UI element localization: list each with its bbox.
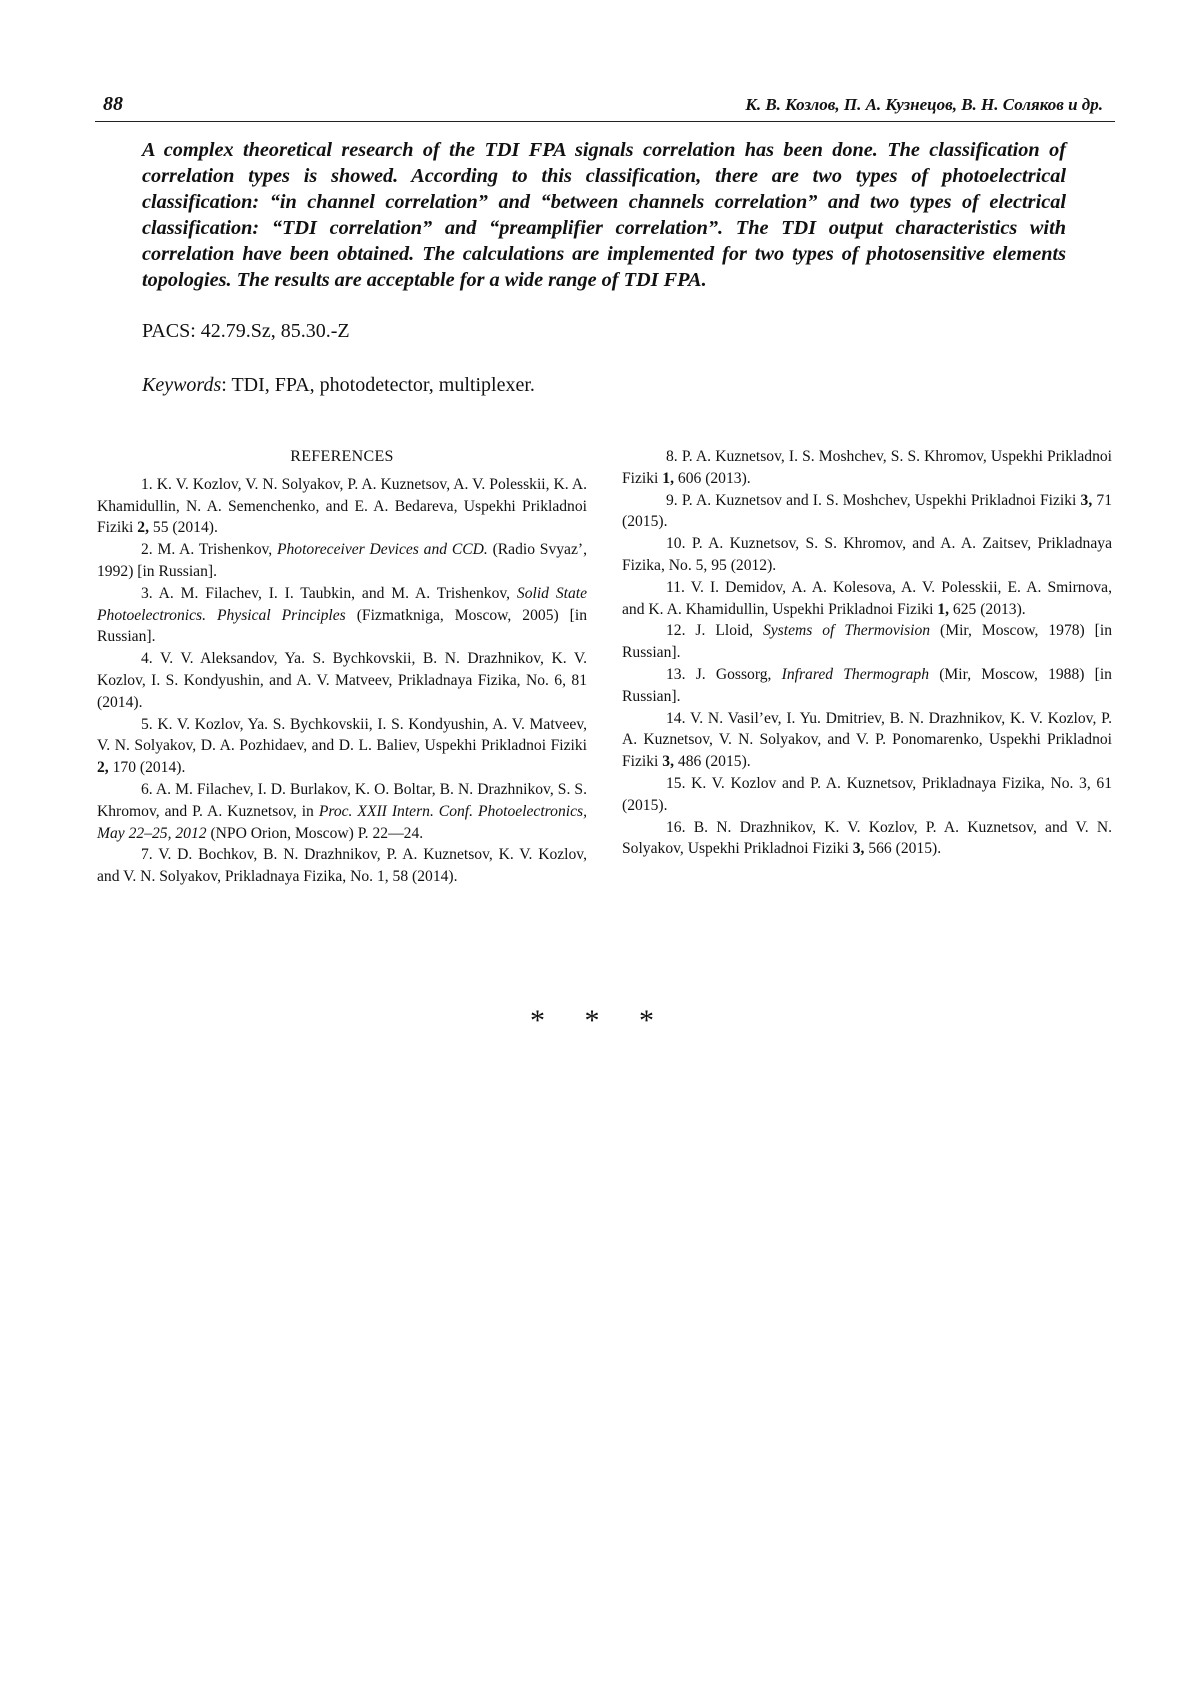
reference-bold: 3, [1080,491,1093,509]
reference-post: (NPO Orion, Moscow) P. 22—24. [206,824,424,842]
reference-pre: 3. A. M. Filachev, I. I. Taubkin, and M. A. Trishenkov, [141,584,517,602]
reference-post: 170 (2014). [108,759,186,777]
reference-pre: 12. J. Lloid, [666,622,763,640]
references-column-right [622,446,1112,860]
reference-post: 55 (2014). [149,519,218,537]
reference-pre: 11. V. I. Demidov, A. A. Kolesova, A. V. Polesskii, E. A. Smirnova, and K. A. Khamidullin, Uspekhi Prikladnoi Fiziki [622,578,1112,618]
reference-post: (Radio Svyaz’, 1992) [in Russian]. [97,541,587,580]
reference-pre: 13. J. Gossorg, [666,665,782,683]
reference-pre: 8. P. A. Kuznetsov, I. S. Moshchev, S. S. Khromov, Uspekhi Prikladnoi Fiziki [622,448,1112,487]
reference-pre: 9. P. A. Kuznetsov and I. S. Moshchev, Uspekhi Prikladnoi Fiziki [666,491,1081,509]
reference-post: 566 (2015). [864,840,942,858]
reference-bold: 2, [137,519,149,537]
reference-post: 625 (2013). [949,600,1026,618]
reference-italic: Photoreceiver Devices and CCD. [276,541,488,559]
references-column-left [97,446,587,888]
running-title: К. В. Козлов, П. А. Кузнецов, В. Н. Соляков и др. [745,95,1103,114]
reference-pre: 6. A. M. Filachev, I. D. Burlakov, K. O. Boltar, B. N. Drazhnikov, S. S. Khromov, and P. A. Kuznetsov, in [97,780,587,820]
reference-bold: 1, [662,469,674,487]
reference-italic: Solid State Photoelectronics. Physical Principles [97,584,587,624]
section-separator: * * * [530,1004,670,1037]
reference-bold: 1, [937,600,950,618]
reference-italic: Proc. XXII Intern. Conf. Photoelectronics, May 22–25, 2012 [97,802,587,842]
reference-pre: 5. K. V. Kozlov, Ya. S. Bychkovskii, I. S. Kondyushin, A. V. Matveev, V. N. Solyakov, D. A. Pozhidaev, and D. L. Baliev, Uspekhi Prikladnoi Fiziki [97,715,587,755]
reference-post: 606 (2013). [674,469,751,487]
reference-item [622,577,1112,621]
reference-item [622,490,1112,534]
keywords-label: Keywords [142,374,222,396]
reference-item [622,817,1112,861]
abstract: A complex theoretical research of the TDI FPA signals correlation has been done. The classification of correlation types is showed. According to this classification, there are two types of photoelectrical classification: “in channel correlation” and “between channels correlation” and two types of electrical classification: “TDI correlation” and “preamplifier correlation”. The TDI output characteristics with correlation have been obtained. The calculations are implemented for two types of photosensitive elements topologies. The results are acceptable for a wide range of TDI FPA. [142,139,1066,291]
reference-italic: Infrared Thermograph [781,665,930,683]
reference-bold: 3, [662,753,674,771]
reference-item [622,620,1112,664]
reference-post: (Fizmatkniga, Moscow, 2005) [in Russian]. [97,606,587,646]
keywords [142,374,535,397]
reference-item [97,779,587,844]
reference-post: 486 (2015). [674,753,751,771]
reference-item [97,583,587,648]
reference-pre: 15. K. V. Kozlov and P. A. Kuznetsov, Prikladnaya Fizika, No. 3, 61 (2015). [622,774,1112,814]
reference-pre: 7. V. D. Bochkov, B. N. Drazhnikov, P. A. Kuznetsov, K. V. Kozlov, and V. N. Solyakov, Prikladnaya Fizika, No. 1, 58 (2014). [97,846,587,886]
references-title: REFERENCES [290,448,394,465]
page-header [95,93,1115,122]
reference-pre: 10. P. A. Kuznetsov, S. S. Khromov, and A. A. Zaitsev, Prikladnaya Fizika, No. 5, 95 (2012). [622,535,1112,574]
reference-italic: Systems of Thermovision [762,622,931,640]
reference-pre: 4. V. V. Aleksandov, Ya. S. Bychkovskii, B. N. Drazhnikov, K. V. Kozlov, I. S. Kondyushin, and A. V. Matveev, Prikladnaya Fizika, No. 6, 81 (2014). [97,650,587,711]
reference-item [622,773,1112,817]
reference-item [97,474,587,539]
reference-bold: 2, [97,759,109,777]
reference-item [622,708,1112,773]
reference-item [622,533,1112,577]
reference-pre: 1. K. V. Kozlov, V. N. Solyakov, P. A. Kuznetsov, A. V. Polesskii, K. A. Khamidullin, N. A. Semenchenko, and E. A. Bedareva, Uspekhi Prikladnoi Fiziki [97,475,587,537]
reference-post: (Mir, Moscow, 1978) [in Russian]. [622,622,1112,662]
pacs-codes: PACS: 42.79.Sz, 85.30.-Z [142,320,350,342]
reference-item [622,446,1112,490]
reference-item [622,664,1112,708]
reference-item [97,844,587,888]
reference-post: 71 (2015). [622,491,1112,531]
reference-item [97,539,587,583]
reference-item [97,714,587,779]
reference-post: (Mir, Moscow, 1988) [in Russian]. [622,665,1112,705]
reference-pre: 2. M. A. Trishenkov, [141,541,277,559]
reference-pre: 14. V. N. Vasil’ev, I. Yu. Dmitriev, B. N. Drazhnikov, K. V. Kozlov, P. A. Kuznetsov, V. N. Solyakov, and V. P. Ponomarenko, Uspekhi Prikladnoi Fiziki [622,709,1112,771]
reference-item [97,648,587,713]
page-number: 88 [103,93,123,115]
keywords-text: : TDI, FPA, photodetector, multiplexer. [221,374,535,396]
reference-bold: 3, [852,840,865,858]
reference-pre: 16. B. N. Drazhnikov, K. V. Kozlov, P. A. Kuznetsov, and V. N. Solyakov, Uspekhi Prikladnoi Fiziki [622,818,1112,858]
